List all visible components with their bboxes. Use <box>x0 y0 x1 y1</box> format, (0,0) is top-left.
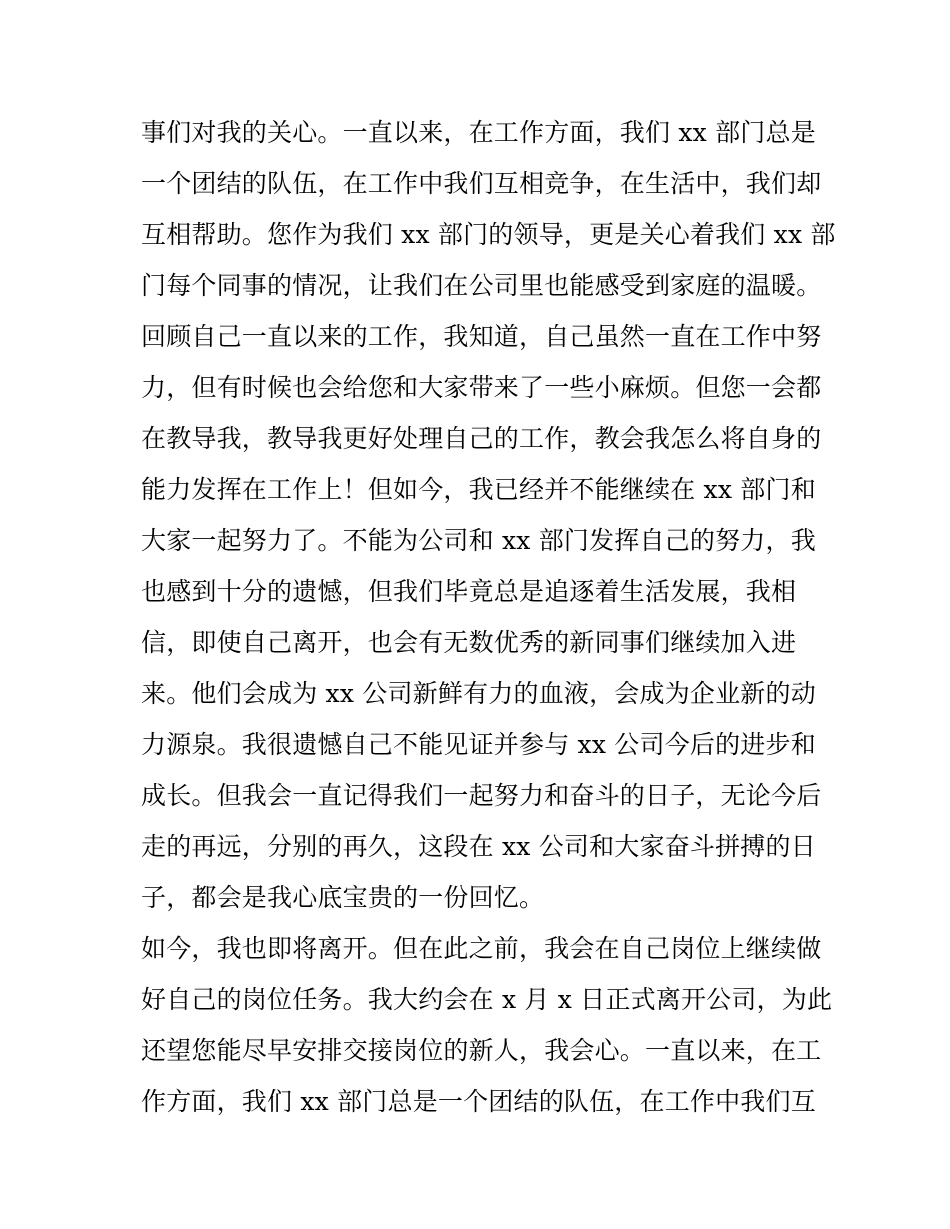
text-line: 门每个同事的情况，让我们在公司里也能感受到家庭的温暖。 <box>141 271 822 300</box>
text-line: 来。他们会成为 xx 公司新鲜有力的血液，会成为企业新的动 <box>141 679 816 708</box>
text-line: 大家一起努力了。不能为公司和 xx 部门发挥自己的努力，我 <box>141 526 816 555</box>
text-line: 走的再远，分别的再久，这段在 xx 公司和大家奋斗拼搏的日 <box>141 832 816 861</box>
text-line: 信，即使自己离开，也会有无数优秀的新同事们继续加入进 <box>141 628 797 657</box>
text-line: 在教导我，教导我更好处理自己的工作，教会我怎么将自身的 <box>141 424 822 453</box>
text-line: 也感到十分的遗憾，但我们毕竟总是追逐着生活发展，我相 <box>141 577 797 606</box>
text-line: 力，但有时候也会给您和大家带来了一些小麻烦。但您一会都 <box>141 373 822 402</box>
text-line: 互相帮助。您作为我们 xx 部门的领导，更是关心着我们 xx 部 <box>141 220 836 249</box>
text-line: 力源泉。我很遗憾自己不能见证并参与 xx 公司今后的进步和 <box>141 730 816 759</box>
text-line: 成长。但我会一直记得我们一起努力和奋斗的日子，无论今后 <box>141 781 822 810</box>
text-line: 作方面，我们 xx 部门总是一个团结的队伍，在工作中我们互 <box>141 1087 816 1116</box>
text-line: 事们对我的关心。一直以来，在工作方面，我们 xx 部门总是 <box>141 118 816 147</box>
text-line: 一个团结的队伍，在工作中我们互相竞争，在生活中，我们却 <box>141 169 822 198</box>
text-line: 还望您能尽早安排交接岗位的新人，我会心。一直以来，在工 <box>141 1036 822 1065</box>
body-text <box>141 107 836 1127</box>
text-line: 如今，我也即将离开。但在此之前，我会在自己岗位上继续做 <box>141 934 822 963</box>
text-line: 子，都会是我心底宝贵的一份回忆。 <box>141 883 545 912</box>
text-line: 能力发挥在工作上！但如今，我已经并不能继续在 xx 部门和 <box>141 475 816 504</box>
text-line: 回顾自己一直以来的工作，我知道，自己虽然一直在工作中努 <box>141 322 822 351</box>
text-line: 好自己的岗位任务。我大约会在 x 月 x 日正式离开公司，为此 <box>141 985 833 1014</box>
